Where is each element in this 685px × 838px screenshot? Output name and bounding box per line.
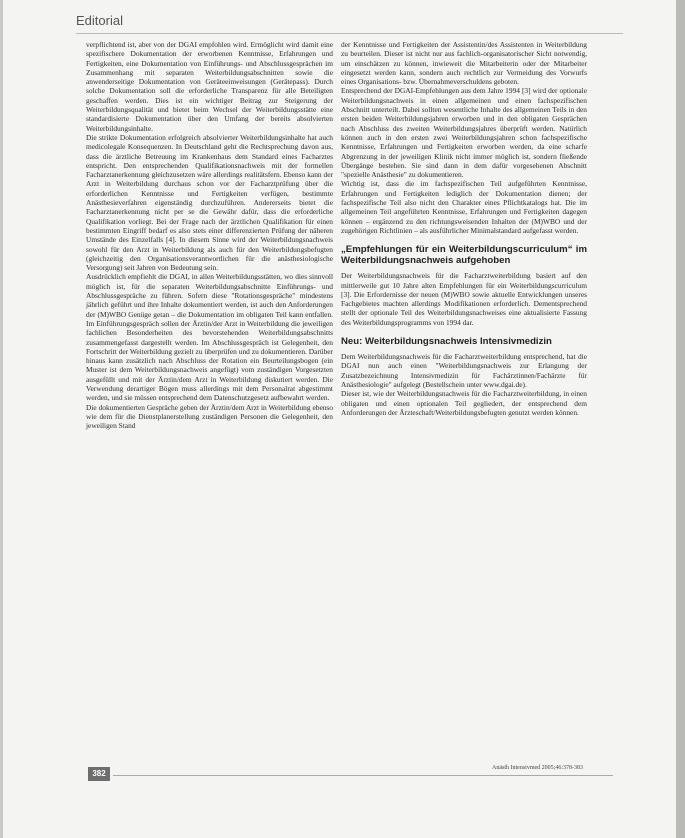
paragraph: Der Weiterbildungsnachweis für die Facharztweiterbildung basiert auf den mittlerweile gut 10 Jahre alten Empfehlungen für ein Weiterbildungscurriculum [3]. Die Erfordernisse der neuen (M)WBO sowie aktuelle Entwicklungen unseres Fachgebietes machten allerdings Modifikationen erforderlich. Dementsprechend stellt der optionale Teil des Weiterbildungsnachweises eine aktualisierte Fassung des Weiterbildungsprogramms von 1994 dar. — [341, 271, 587, 327]
scan-shadow-left — [0, 0, 3, 838]
section-heading: Neu: Weiterbildungsnachweis Intensivmedizin — [341, 336, 552, 348]
paragraph: Wichtig ist, dass die im fachspezifischen Teil aufgeführten Kenntnisse, Erfahrungen und Fertigkeiten lediglich der Dokumentation dienen; der fachspezifische Teil also nicht den Charakter eines Pflichtkatalogs hat. Die im allgemeinen Teil angeführten Kenntnisse, Erfahrungen und Fertigkeiten dagegen können – ergänzend zu den richtungsweisenden Inhalten der (M)WBO und der zugehörigen Richtlinien – als ausführlicher Minimalstandard aufgefasst werden. — [341, 179, 587, 235]
paragraph: Dem Weiterbildungsnachweis für die Facharztweiterbildung entsprechend, hat die DGAI nun auch einen "Weiterbildungsnachweis zur Erlangung der Zusatzbezeichnung Intensivmedizin für Fachärztinnen/Fachärzte für Anästhesiologie" aufgelegt (Bestellschein unter www.dgai.de). — [341, 352, 587, 389]
paragraph: Die dokumentierten Gespräche geben der Ärztin/dem Arzt in Weiterbildung ebenso wie dem für die Dienstplanerstellung zuständigen Personen die Gelegenheit, den jeweiligen Stand — [86, 402, 333, 431]
footer-rule — [113, 775, 613, 776]
right-column — [341, 40, 587, 417]
paragraph: verpflichtend ist, aber von der DGAI empfohlen wird. Ermöglicht wird damit eine spezifischere Dokumentation der erworbenen Kenntnisse, Erfahrungen und Fertigkeiten, eine Dokumentation von Einführungs- und Abschlussgesprächen im Zusammenhang mit separaten Weiterbildungsabschnitten sowie die anwenderseitige Dokumentation von Geräteeinweisungen (Gerätepass). Durch solche Dokumentation soll die erforderliche Transparenz für alle Beteiligten geschaffen werden. Dies ist ein wichtiger Beitrag zur Steigerung der Weiterbildungsqualität und bietet beim Wechsel der Weiterbildungsstätte eine standardisierte Dokumentation über den Umfang der bereits absolvierten Weiterbildungsinhalte. — [86, 40, 333, 133]
page-number: 382 — [88, 767, 110, 781]
paragraph: der Kenntnisse und Fertigkeiten der Assistentin/des Assistenten in Weiterbildung zu beurteilen. Dieser ist nicht nur aus fachlich-organisatorischer Sicht notwendig, um einschätzen zu können, inwieweit die Mitarbeiterin oder der Mitarbeiter eingesetzt werden kann, sondern auch rechtlich zur Vermeidung des Vorwurfs eines Organisations- bzw. Übernahmeverschuldens geboten. — [341, 40, 587, 87]
paragraph: Dieser ist, wie der Weiterbildungsnachweis für die Facharztweiterbildung, in einen obligaten und einen optionalen Teil gegliedert, der entsprechend dem Anforderungen der Ärzteschaft/Weiterbildungsbefugten genutzt werden können. — [341, 389, 587, 417]
section-heading: „Empfehlungen für ein Weiterbildungscurriculum“ im Weiterbildungsnachweis aufgehoben — [341, 244, 587, 267]
left-column — [86, 40, 333, 430]
header-rule — [76, 33, 623, 34]
section-label: Editorial — [76, 13, 123, 28]
paragraph: Die strikte Dokumentation erfolgreich absolvierter Weiterbildungsinhalte hat auch medicolegale Konsequenzen. In Deutschland geht die Rechtsprechung davon aus, dass die ärztliche Betreuung im Krankenhaus dem Standard eines Facharztes entspricht. Den entsprechenden Qualifikationsnachweis mit der formellen Facharztanerkennung gleichzusetzen wäre allerdings realitätsfern. Ebenso kann der Arzt in Weiterbildung durchaus schon vor der Facharztprüfung über die erforderlichen Kenntnisse und Fertigkeiten verfügen, bestimmte Anästhesieverfahren eigenständig durchzuführen. Andererseits bietet die Facharztanerkennung nicht per se die Gewähr dafür, dass die erforderliche Qualifikation vorliegt. Bei der Frage nach der ärztlichen Qualifikation für einen bestimmten Eingriff bedarf es also stets einer differenzierten Prüfung der näheren Umstände des Einzelfalls [4]. In diesem Sinne wird der Weiterbildungsnachweis sowohl für den Arzt in Weiterbildung als auch für den Weiterbildungsbefugten (gleichzeitig den Organisationsverantwortlichen für die anästhesiologische Versorgung) seit Jahren von Bedeutung sein. — [86, 132, 333, 273]
paragraph: Ausdrücklich empfiehlt die DGAI, in allen Weiterbildungsstätten, wo dies sinnvoll möglich ist, für die separaten Weiterbildungsabschnitte Einführungs- und Abschlussgespräche zu führen. Sofern diese "Rotationsgespräche" mindestens jährlich geführt und ihre Inhalte dokumentiert werden, ist auch den Anforderungen der (M)WBO Genüge getan – die Dokumentation im obligaten Teil kann entfallen. Im Einführungsgespräch sollen der Ärztin/der Arzt in Weiterbildung die jeweiligen fachlichen Besonderheiten des bevorstehenden Weiterbildungsabschnitts zusammengefasst dargestellt werden. Im Abschlussgespräch ist Gelegenheit, den Fortschritt der Weiterbildung gezielt zu überprüfen und zu dokumentieren. Darüber hinaus kann zusätzlich nach Abschluss der Rotation ein Beurteilungsbogen (ein Muster ist dem Weiterbildungsnachweis angefügt) vom zuständigen Vorgesetzten ausgefüllt und mit der Ärztin/dem Arzt in Weiterbildung diskutiert werden. Die Verwendung derartiger Bögen muss allerdings mit dem Personalrat abgestimmt werden, und sie müssen entsprechend dem Datenschutzgesetz aufbewahrt werden. — [86, 272, 333, 403]
paragraph: Entsprechend der DGAI-Empfehlungen aus dem Jahre 1994 [3] wird der optionale Weiterbildungsnachweis in einen allgemeinen und einen fachspezifischen Abschnitt unterteilt. Dabei sollten wesentliche Inhalte des allgemeinen Teils in den ersten beiden Weiterbildungsjahren erworben und in den obligaten Gesprächen nach Abschluss des zweiten Weiterbildungsjahres überprüft werden. Natürlich können auch in den ersten zwei Weiterbildungsjahren schon fachspezifische Kenntnisse, Erfahrungen und Fertigkeiten erworben werden, da eine scharfe Abgrenzung in der jeweiligen Klinik nicht immer möglich ist, sondern fließende Übergänge bestehen. Sie sind dann in dem dafür vorgesehenen Abschnitt "spezielle Anästhesie" zu dokumentieren. — [341, 86, 587, 180]
scan-shadow-right — [676, 0, 685, 838]
journal-citation: Anästh Intensivmed 2005;46:378-383 — [492, 765, 583, 771]
